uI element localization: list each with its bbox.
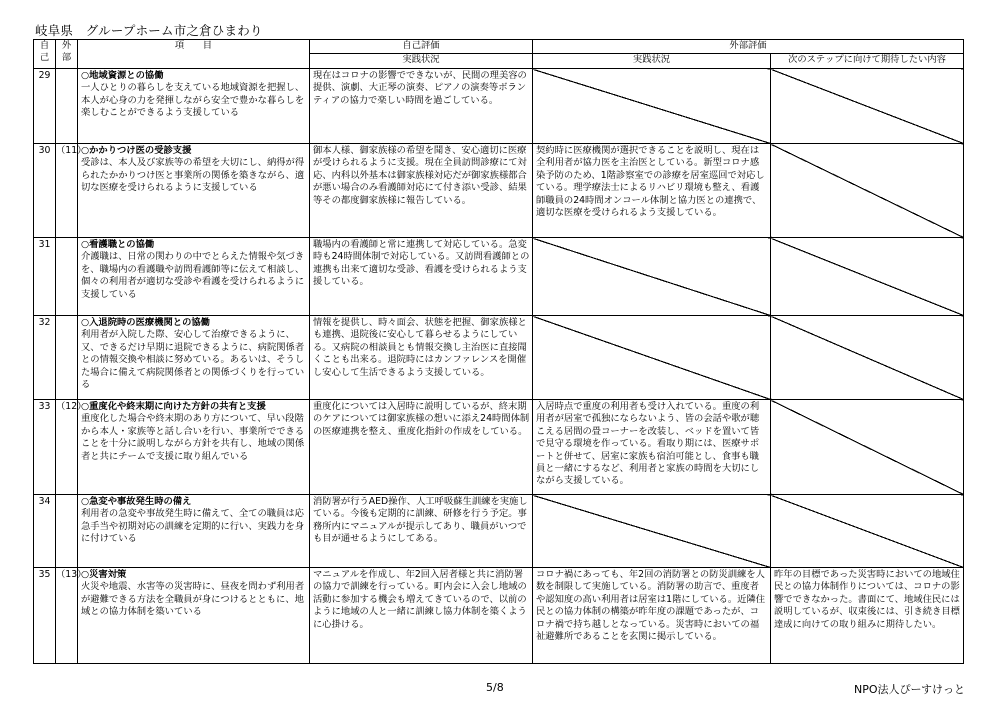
row-item bbox=[78, 238, 310, 316]
external-practice-cell: 入居時点で重度の利用者も受け入れている。重度の利用者が居室で孤独にならないよう、皆の会話や歌が聴こえる居間の畳コーナーを改装し、ベッドを置いて皆で見守る環境を作っている。看取り期には、医療サポートと併せて、居室に家族も宿泊可能とし、食事も職員と一緒にするなど、利用者と家族の時間を大切にしながら支援している。 bbox=[533, 400, 771, 495]
row-item bbox=[78, 400, 310, 495]
table-row bbox=[34, 568, 964, 664]
item-body: 火災や地震、水害等の災害時に、昼夜を問わず利用者が避難できる方法を全職員が身につけるとともに、地域との協力体制を築いている bbox=[81, 581, 305, 618]
item-title: ○入退院時の医療機関との協働 bbox=[81, 317, 210, 328]
row-external-number: （13） bbox=[56, 568, 78, 664]
next-step-cell bbox=[771, 69, 964, 144]
row-external-number bbox=[56, 238, 78, 316]
self-practice-cell: 重度化については入居時に説明しているが、終末期のケアについては御家族様の想いに添え24時間体制の医療連携を整え、重度化指針の作成をしている。 bbox=[310, 400, 533, 495]
row-item bbox=[78, 144, 310, 238]
item-body: 介護職は、日常の関わりの中でとらえた情報や気づきを、職場内の看護職や訪問看護師等に伝えて相談し、個々の利用者が適切な受診や看護を受けられるように支援している bbox=[81, 251, 305, 300]
header-external-evaluation: 外部評価 bbox=[533, 40, 964, 54]
header-item: 項 目 bbox=[78, 40, 310, 69]
evaluation-table bbox=[33, 39, 964, 664]
row-self-number: 31 bbox=[34, 238, 56, 316]
organization-name: NPO法人ぴーすけっと bbox=[854, 683, 965, 696]
header-external-number: 外 部 bbox=[56, 40, 78, 69]
next-step-cell bbox=[771, 400, 964, 495]
next-step-cell bbox=[771, 316, 964, 400]
external-practice-cell bbox=[533, 69, 771, 144]
table-row bbox=[34, 495, 964, 568]
row-external-number bbox=[56, 69, 78, 144]
document-title: 岐阜県 グループホーム市之倉ひまわり bbox=[35, 23, 263, 38]
external-practice-cell bbox=[533, 238, 771, 316]
item-title: ○災害対策 bbox=[81, 569, 127, 580]
item-title: ○看護職との協働 bbox=[81, 239, 155, 250]
self-practice-cell: 御本人様、御家族様の希望を聞き、安心適切に医療が受けられるように支援。現在全員訪問診療にて対応、内科以外基本は御家族様対応だが御家族様都合が悪い場合のみ看護師対応にて付き添い受診、結果等その都度御家族様に報告している。 bbox=[310, 144, 533, 238]
item-body: 重度化した場合や終末期のあり方について、早い段階から本人・家族等と話し合いを行い、事業所でできることを十分に説明しながら方針を共有し、地域の関係者と共にチームで支援に取り組んでいる bbox=[81, 413, 305, 462]
item-body: 利用者の急変や事故発生時に備えて、全ての職員は応急手当や初期対応の訓練を定期的に行い、実践力を身に付けている bbox=[81, 508, 305, 545]
table-row bbox=[34, 400, 964, 495]
external-practice-cell: コロナ禍にあっても、年2回の消防署との防災訓練を人数を制限して実施している。消防署の助言で、重度者や認知度の高い利用者は居室は1階にしている。近隣住民との協力体制の構築が昨年度の課題であったが、コロナ禍で持ち越しとなっている。災害時においての福祉避難所であることを玄関に掲示している。 bbox=[533, 568, 771, 664]
self-practice-cell: マニュアルを作成し、年2回入居者様と共に消防署の協力で訓練を行っている。町内会に入会し地域の活動に参加する機会も増えてきているので、以前のように地域の人と一緒に訓練し協力体制を築くように心掛ける。 bbox=[310, 568, 533, 664]
table-row bbox=[34, 238, 964, 316]
self-practice-cell: 職場内の看護師と常に連携して対応している。急変時も24時間体制で対応している。又訪問看護師との連携も出来て適切な受診、看護を受けられるよう支援している。 bbox=[310, 238, 533, 316]
row-item bbox=[78, 495, 310, 568]
header-self-evaluation: 自己評価 bbox=[310, 40, 533, 54]
self-practice-cell: 情報を提供し、時々面会、状態を把握、御家族様とも連携、退院後に安心して暮らせるようにしている。又病院の相談員とも情報交換し主治医に直接聞くことも出来る。退院時にはカンファレンスを開催し安心して生活できるよう支援している。 bbox=[310, 316, 533, 400]
header-self-number: 自 己 bbox=[34, 40, 56, 69]
header-self-practice: 実践状況 bbox=[310, 54, 533, 69]
self-practice-cell: 消防署が行うAED操作、人工呼吸蘇生訓練を実施している。今後も定期的に訓練、研修を行う予定。事務所内にマニュアルが提示してあり、職員がいつでも目が通せるようにしてある。 bbox=[310, 495, 533, 568]
row-item bbox=[78, 568, 310, 664]
page-number: 5/8 bbox=[486, 681, 504, 694]
row-external-number: （11） bbox=[56, 144, 78, 238]
row-item bbox=[78, 316, 310, 400]
row-external-number: （12） bbox=[56, 400, 78, 495]
row-self-number: 35 bbox=[34, 568, 56, 664]
item-title: ○重度化や終末期に向けた方針の共有と支援 bbox=[81, 401, 266, 412]
next-step-cell: 昨年の目標であった災害時においての地域住民との協力体制作りについては、コロナの影響でできなかった。書面にて、地域住民には説明しているが、収束後には、引き続き目標達成に向けての取り組みに期待したい。 bbox=[771, 568, 964, 664]
item-body: 一人ひとりの暮らしを支えている地域資源を把握し、本人が心身の力を発揮しながら安全で豊かな暮らしを楽しむことができるよう支援している bbox=[81, 82, 305, 119]
table-row bbox=[34, 144, 964, 238]
item-title: ○急変や事故発生時の備え bbox=[81, 496, 192, 507]
item-title: ○地域資源との協働 bbox=[81, 70, 164, 81]
row-external-number bbox=[56, 316, 78, 400]
external-practice-cell bbox=[533, 316, 771, 400]
next-step-cell bbox=[771, 144, 964, 238]
header-external-practice: 実践状況 bbox=[533, 54, 771, 69]
self-practice-cell: 現在はコロナの影響でできないが、民間の理美容の提供、演劇、大正琴の演奏、ピアノの演奏等ボランティアの協力で楽しい時間を過ごしている。 bbox=[310, 69, 533, 144]
table-row bbox=[34, 69, 964, 144]
row-item bbox=[78, 69, 310, 144]
header-next-step: 次のステップに向けて期待したい内容 bbox=[771, 54, 964, 69]
item-body: 利用者が入院した際、安心して治療できるように、又、できるだけ早期に退院できるように、病院関係者との情報交換や相談に努めている。あるいは、そうした場合に備えて病院関係者との関係づくりを行っている bbox=[81, 329, 305, 391]
row-self-number: 30 bbox=[34, 144, 56, 238]
external-practice-cell bbox=[533, 495, 771, 568]
row-self-number: 29 bbox=[34, 69, 56, 144]
row-self-number: 32 bbox=[34, 316, 56, 400]
item-title: ○かかりつけ医の受診支援 bbox=[81, 145, 192, 156]
row-self-number: 34 bbox=[34, 495, 56, 568]
row-self-number: 33 bbox=[34, 400, 56, 495]
row-external-number bbox=[56, 495, 78, 568]
external-practice-cell: 契約時に医療機関が選択できることを説明し、現在は全利用者が協力医を主治医としている。新型コロナ感染予防のため、1階診察室での診療を居室巡回で対応している。理学療法士によるリハビリ環境も整え、看護師職員の24時間オンコール体制と協力医との連携で、適切な医療を受けられるよう支援している。 bbox=[533, 144, 771, 238]
next-step-cell bbox=[771, 495, 964, 568]
table-row bbox=[34, 316, 964, 400]
item-body: 受診は、本人及び家族等の希望を大切にし、納得が得られたかかりつけ医と事業所の関係を築きながら、適切な医療を受けられるように支援している bbox=[81, 157, 305, 194]
next-step-cell bbox=[771, 238, 964, 316]
